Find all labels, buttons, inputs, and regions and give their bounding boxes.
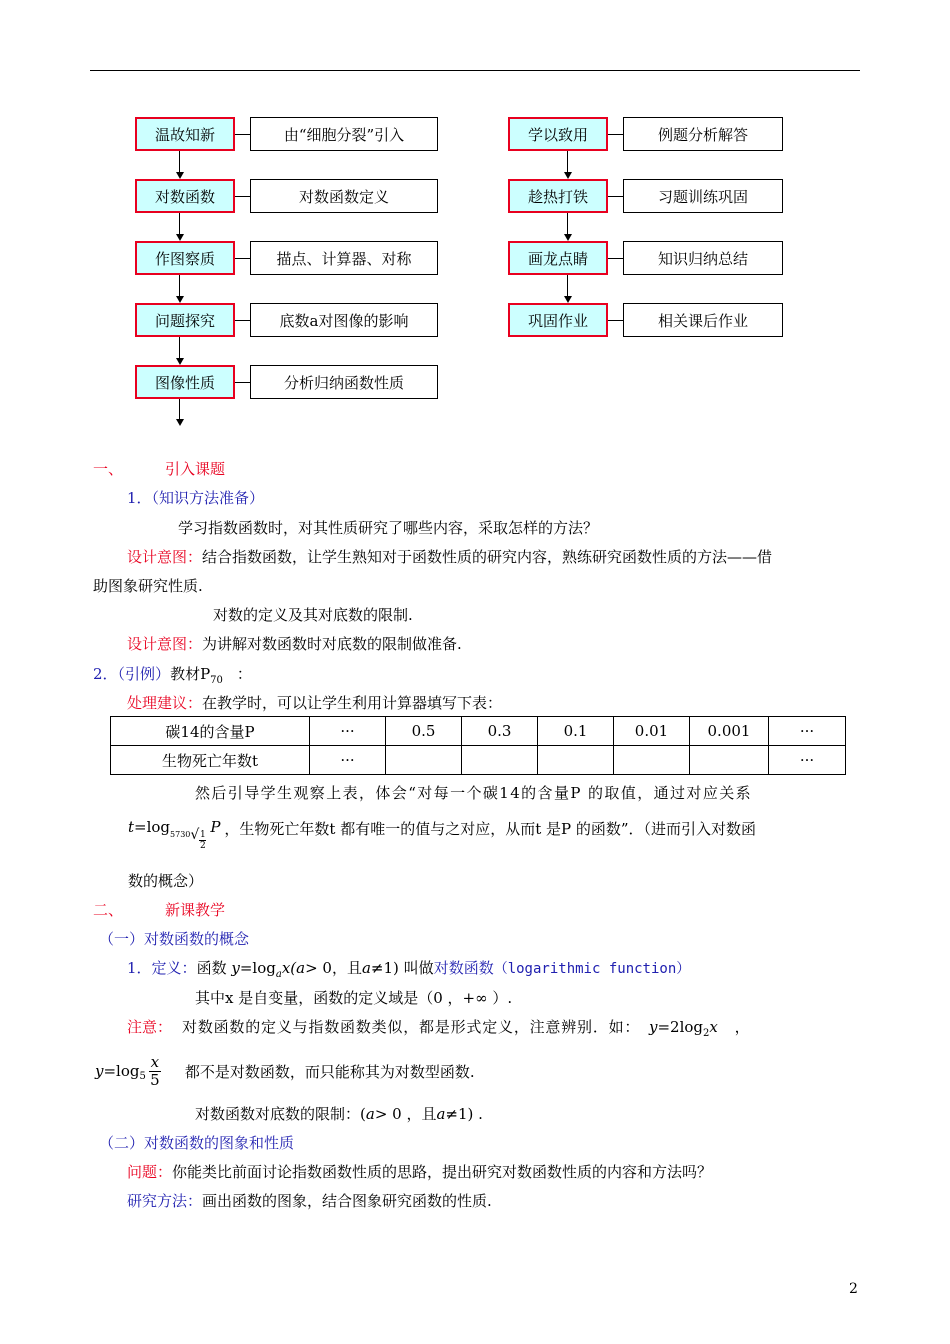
formula-fraction [199, 830, 206, 851]
design-intent-1 [127, 546, 772, 567]
section-number: 一、 [93, 460, 124, 478]
textbook-ref: 教材P [170, 665, 211, 683]
section-number: 二、 [93, 901, 124, 919]
definition-label: 定义： [151, 959, 197, 977]
example-heading [93, 663, 252, 686]
page-number: 2 [849, 1281, 858, 1297]
definition-formula: $y=\log_ax(a> 0$，且a≠1) [231, 959, 399, 980]
flow-step-label: 学以致用 [527, 125, 588, 144]
connector-line [235, 382, 250, 383]
flow-step-box [135, 365, 235, 399]
question-line [127, 1161, 712, 1182]
connector-line [608, 258, 623, 259]
table-row [111, 717, 846, 746]
subheading-knowledge-prep: 1．（知识方法准备） [127, 489, 265, 507]
flow-step-box [135, 179, 235, 213]
subheading-graph: （二）对数函数的图象和性质 [99, 1134, 295, 1152]
definition-pre: 函数 [196, 959, 227, 977]
table-row [111, 746, 846, 775]
table-cell: ··· [310, 746, 386, 775]
question-label: 问题： [127, 1163, 173, 1181]
table-cell: 0.1 [538, 717, 614, 746]
section-title: 引入课题 [165, 460, 226, 478]
table-cell[interactable] [462, 746, 538, 775]
flow-desc-label: 由“细胞分裂”引入 [283, 125, 405, 144]
flow-step-label: 图像性质 [154, 373, 215, 392]
fraction-num: 1 [199, 830, 206, 840]
flow-step-box [508, 303, 608, 337]
paragraph-end: 数的概念） [128, 872, 204, 890]
flow-step-label: 作图察质 [154, 249, 215, 268]
connector-line [608, 134, 623, 135]
formula-t: t [128, 818, 135, 836]
method-label: 研究方法： [127, 1192, 203, 1210]
formula-continuation: ，生物死亡年数t 都有唯一的值与之对应，从而t 是P 的函数”．（进而引入对数函 [224, 820, 757, 838]
table-cell[interactable] [690, 746, 769, 775]
note-formula-2-base: 5 [139, 1070, 146, 1082]
flow-desc-box [623, 179, 783, 213]
connector-line [608, 196, 623, 197]
section-heading-2 [93, 899, 225, 920]
flow-desc-box [250, 365, 438, 399]
formula-log: =log [134, 818, 171, 836]
flow-desc-label: 相关课后作业 [657, 311, 748, 330]
question-text: 你能类比前面讨论指数函数性质的思路，提出研究对数函数性质的内容和方法吗？ [172, 1163, 713, 1181]
note-text: 对数函数的定义与指数函数类似，都是形式定义，注意辨别．如： [182, 1018, 641, 1036]
section-heading-1 [93, 458, 225, 479]
definition-line [127, 957, 690, 980]
question-log-definition: 对数的定义及其对底数的限制. [213, 606, 413, 624]
arrow-line [567, 151, 568, 172]
note-line [127, 1016, 750, 1039]
flow-step-label: 巩固作业 [527, 311, 588, 330]
arrow-head [564, 234, 572, 241]
flow-step-label: 问题探究 [154, 311, 215, 330]
connector-line [235, 320, 250, 321]
arrow-line [179, 337, 180, 358]
suggestion-label: 处理建议： [127, 694, 203, 712]
flow-desc-box [250, 179, 438, 213]
note-formula-1: $y=2\log_2x$ [649, 1018, 718, 1039]
arrow-line [567, 213, 568, 234]
arrow-head [176, 296, 184, 303]
arrow-head [564, 296, 572, 303]
flow-step-box [135, 241, 235, 275]
intent-label: 设计意图： [127, 548, 203, 566]
table-cell: 0.3 [462, 717, 538, 746]
table-cell: 0.001 [690, 717, 769, 746]
arrow-head [176, 419, 184, 426]
method-line [127, 1190, 492, 1211]
table-cell[interactable] [614, 746, 690, 775]
suggestion-text: 在教学时，可以让学生利用计算器填写下表： [202, 694, 503, 712]
header-rule [90, 70, 860, 71]
arrow-line [179, 213, 180, 234]
flow-desc-label: 底数a对图像的影响 [279, 311, 409, 330]
flow-step-box [135, 117, 235, 151]
arrow-line [567, 275, 568, 296]
arrow-head [176, 358, 184, 365]
connector-line [235, 258, 250, 259]
design-intent-1-cont: 助图象研究性质. [93, 577, 203, 595]
flow-step-box [508, 117, 608, 151]
connector-line [235, 196, 250, 197]
flow-desc-label: 分析归纳函数性质 [283, 373, 404, 392]
table-cell: 碳14的含量P [111, 717, 310, 746]
question-exponential: 学习指数函数时，对其性质研究了哪些内容，采取怎样的方法？ [178, 519, 599, 537]
table-cell: 0.5 [386, 717, 462, 746]
section-title: 新课教学 [165, 901, 226, 919]
arrow-head [176, 234, 184, 241]
textbook-page: 70 [210, 675, 223, 686]
note-text-2: 都不是对数函数，而只能称其为对数型函数. [184, 1062, 475, 1081]
carbon-table [110, 716, 846, 775]
flow-desc-box [623, 241, 783, 275]
flow-step-label: 对数函数 [154, 187, 215, 206]
formula-base [170, 827, 206, 851]
intent-label: 设计意图： [127, 635, 203, 653]
flow-desc-label: 知识归纳总结 [657, 249, 748, 268]
flow-desc-box [250, 117, 438, 151]
table-cell: 生物死亡年数t [111, 746, 310, 775]
table-cell: ··· [769, 746, 846, 775]
example-number: 2． [93, 665, 118, 683]
definition-number: 1． [127, 959, 152, 977]
flow-desc-box [623, 303, 783, 337]
note-formula-2-fraction: x 5 [150, 1052, 160, 1089]
formula-P: P [210, 818, 221, 836]
root-sign: √ [190, 827, 200, 843]
fraction-den: 2 [199, 841, 206, 851]
table-cell: ··· [310, 717, 386, 746]
connector-line [608, 320, 623, 321]
formula-base-coeff: 5730 [170, 830, 191, 839]
observe-paragraph: 然后引导学生观察上表，体会“对每一个碳14的含量P 的取值，通过对应关系 [195, 784, 753, 802]
connector-line [235, 134, 250, 135]
flow-step-label: 趁热打铁 [527, 187, 588, 206]
table-cell: 0.01 [614, 717, 690, 746]
method-text: 画出函数的图象，结合图象研究函数的性质. [202, 1192, 492, 1210]
arrow-head [176, 172, 184, 179]
flow-step-label: 温故知新 [154, 125, 215, 144]
note-comma: ， [734, 1018, 750, 1036]
flow-desc-label: 描点、计算器、对称 [276, 249, 412, 268]
formula-line [128, 812, 756, 856]
flow-desc-label: 例题分析解答 [657, 125, 748, 144]
design-intent-2 [127, 633, 462, 654]
note-label: 注意： [127, 1018, 173, 1036]
definition-term: 对数函数 [433, 959, 494, 977]
base-limit-line: 对数函数对底数的限制：(a> 0 ，且a≠1) . [195, 1105, 483, 1123]
example-label: （引例） [117, 665, 171, 683]
note-formula-2-log: =log [103, 1062, 140, 1080]
flow-desc-label: 对数函数定义 [298, 187, 389, 206]
arrow-line [179, 151, 180, 172]
table-cell[interactable] [386, 746, 462, 775]
subheading-concept: （一）对数函数的概念 [99, 930, 250, 948]
flow-step-box [508, 241, 608, 275]
note-line-2 [95, 1050, 475, 1092]
arrow-line [179, 275, 180, 296]
table-cell: ··· [769, 717, 846, 746]
intent-text: 为讲解对数函数时对底数的限制做准备. [202, 635, 462, 653]
example-colon: ： [236, 665, 252, 683]
intent-text: 结合指数函数，让学生熟知对于函数性质的研究内容，熟练研究函数性质的方法——借 [202, 548, 773, 566]
definition-mid: 叫做 [403, 959, 434, 977]
flow-desc-box [250, 303, 438, 337]
flow-desc-box [250, 241, 438, 275]
definition-english: （logarithmic function） [493, 961, 691, 977]
flow-step-box [508, 179, 608, 213]
flow-step-box [135, 303, 235, 337]
flow-desc-label: 习题训练巩固 [657, 187, 748, 206]
arrow-line [179, 399, 180, 419]
arrow-head [564, 172, 572, 179]
flow-step-label: 画龙点睛 [527, 249, 588, 268]
processing-suggestion [127, 692, 502, 713]
table-cell[interactable] [538, 746, 614, 775]
note-formula-2-y: y [95, 1062, 104, 1080]
flow-desc-box [623, 117, 783, 151]
domain-line: 其中x 是自变量，函数的定义域是（0 ，+∞ ）. [195, 989, 513, 1007]
